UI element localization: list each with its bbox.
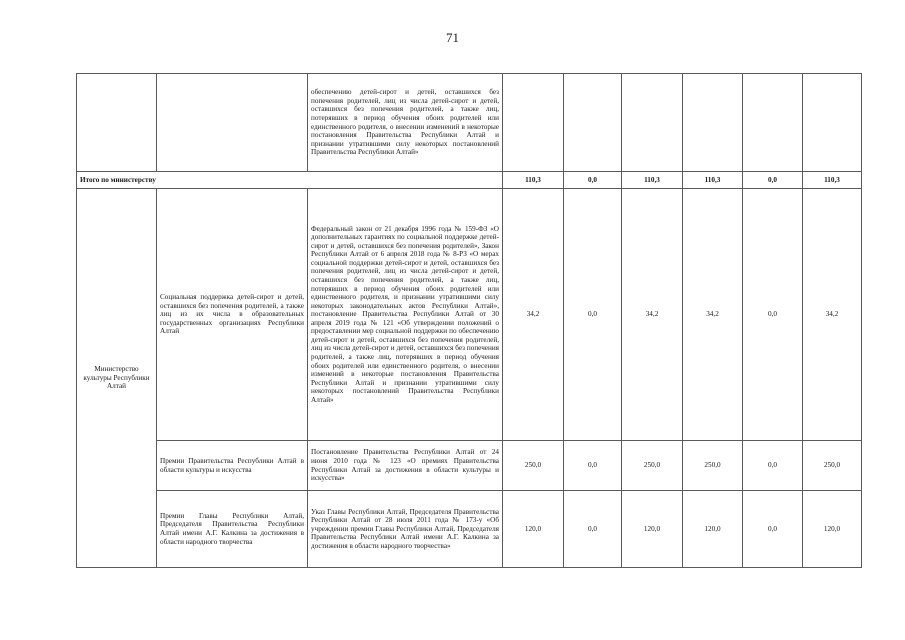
value-cell: 0,0 xyxy=(564,189,622,441)
value-cell: 34,2 xyxy=(803,189,862,441)
event-cell: Премии Главы Республики Алтай, Председателя Правительства Республики Алтай имени А.Г. Калкина за достижения в области народного творчества xyxy=(157,491,308,568)
value-cell: 34,2 xyxy=(622,189,683,441)
value-cell: 0,0 xyxy=(743,189,803,441)
value-cell xyxy=(803,74,862,172)
table-row xyxy=(77,491,862,568)
value-cell: 250,0 xyxy=(622,441,683,491)
table-row xyxy=(77,74,862,172)
budget-table xyxy=(76,73,862,568)
legal-basis-cell: Указ Главы Республики Алтай, Председателя Правительства Республики Алтай от 28 июля 2011 года № 173-у «Об учреждении премии Главы Республики Алтай, Председателя Правительства Республики Алтай имени А.Г. Калкина за достижения в области народного творчества» xyxy=(308,491,503,568)
value-cell: 0,0 xyxy=(743,441,803,491)
value-cell xyxy=(622,74,683,172)
value-cell xyxy=(564,74,622,172)
legal-basis-cell xyxy=(308,74,503,172)
value-cell: 120,0 xyxy=(503,491,564,568)
table-row xyxy=(77,189,862,441)
value-cell: 250,0 xyxy=(683,441,743,491)
event-cell: Социальная поддержка детей-сирот и детей, оставшихся без попечения родителей, а также лиц из их числа в образовательных государственных организациях Республики Алтай xyxy=(157,189,308,441)
value-cell xyxy=(503,74,564,172)
total-value: 0,0 xyxy=(564,172,622,189)
total-value: 110,3 xyxy=(503,172,564,189)
value-cell: 0,0 xyxy=(564,441,622,491)
legal-basis-cell: Постановление Правительства Республики Алтай от 24 июня 2010 года № 123 «О премиях Правительства Республики Алтай за достижения в области культуры и искусства» xyxy=(308,441,503,491)
total-value: 110,3 xyxy=(803,172,862,189)
event-cell: Премии Правительства Республики Алтай в области культуры и искусства xyxy=(157,441,308,491)
page-number: 71 xyxy=(446,30,459,45)
value-cell: 250,0 xyxy=(503,441,564,491)
legal-basis-text: обеспечению детей-сирот и детей, оставшихся без попечения родителей, лиц из числа детей-сирот и детей, оставшихся без попечения родителей, а также лиц, потерявших в период обучения обоих родителей или единственного родителя, о внесении изменений в некоторые постановления Правительства Республики Алтай и признании утратившими силу некоторых постановлений Правительства Республики Алтай» xyxy=(311,88,499,157)
value-cell: 0,0 xyxy=(564,491,622,568)
value-cell xyxy=(743,74,803,172)
value-cell: 120,0 xyxy=(622,491,683,568)
value-cell: 250,0 xyxy=(803,441,862,491)
value-cell: 34,2 xyxy=(503,189,564,441)
value-cell: 120,0 xyxy=(803,491,862,568)
value-cell: 0,0 xyxy=(743,491,803,568)
ministry-cell: Министерство культуры Республики Алтай xyxy=(77,189,157,568)
value-cell: 34,2 xyxy=(683,189,743,441)
value-cell xyxy=(683,74,743,172)
total-label: Итого по министерству xyxy=(77,172,503,189)
legal-basis-cell: Федеральный закон от 21 декабря 1996 года № 159-ФЗ «О дополнительных гарантиях по социальной поддержке детей-сирот и детей, оставшихся без попечения родителей», Закон Республики Алтай от 6 апреля 2018 года № 8-РЗ «О мерах социальной поддержки детей-сирот и детей, оставшихся без попечения родителей, лиц из числа детей-сирот и детей, оставшихся без попечения родителей, а также лиц, потерявших в период обучения обоих родителей или единственного родителя, и признании утратившими силу некоторых законодательных актов Республики Алтай», постановление Правительства Республики Алтай от 30 апреля 2019 года № 121 «Об утверждении положений о предоставлении мер социальной поддержки по обеспечению детей-сирот и детей, оставшихся без попечения родителей, лиц из числа детей-сирот и детей, оставшихся без попечения родителей, а также лиц, потерявших в период обучения обоих родителей или единственного родителя, о внесении изменений в некоторые постановления Правительства Республики Алтай и признании утратившими силу некоторых постановлений Правительства Республики Алтай» xyxy=(308,189,503,441)
table-row xyxy=(77,441,862,491)
event-cell xyxy=(157,74,308,172)
total-value: 0,0 xyxy=(743,172,803,189)
total-value: 110,3 xyxy=(683,172,743,189)
value-cell: 120,0 xyxy=(683,491,743,568)
org-cell xyxy=(77,74,157,172)
total-value: 110,3 xyxy=(622,172,683,189)
total-row xyxy=(77,172,862,189)
